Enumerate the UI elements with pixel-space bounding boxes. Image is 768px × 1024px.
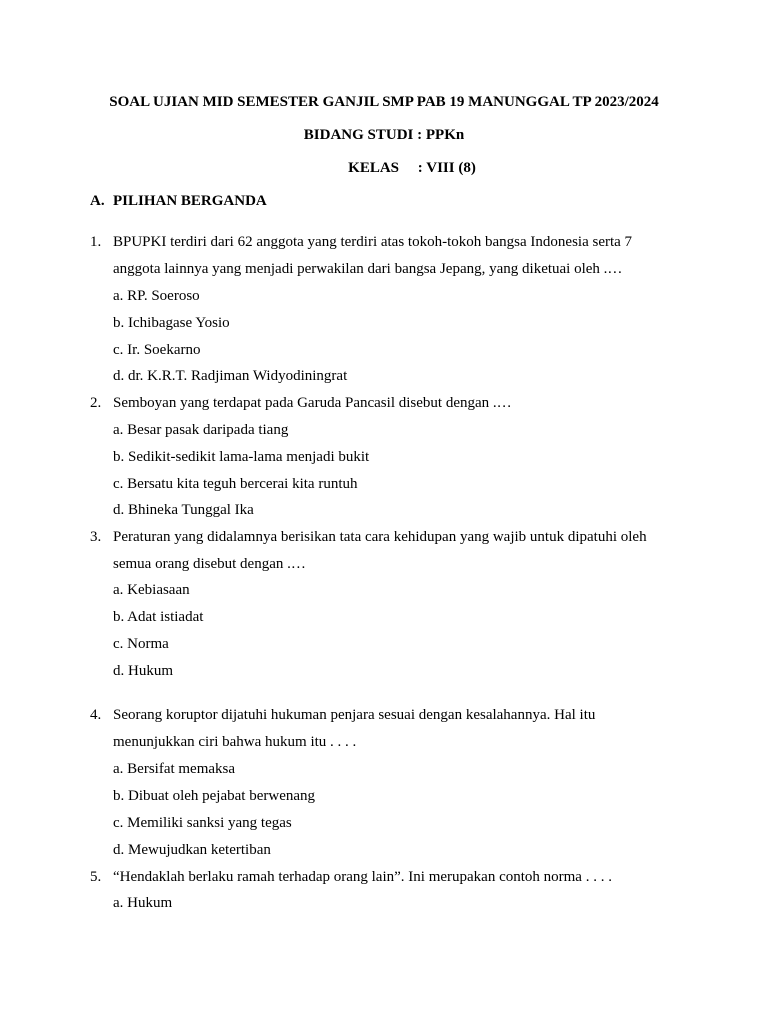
section-title: PILIHAN BERGANDA (113, 193, 267, 209)
question-text: Semboyan yang terdapat pada Garuda Pancasil disebut dengan .… (113, 395, 512, 411)
answer-option: a. Besar pasak daripada tiang (113, 422, 289, 438)
answer-option: c. Memiliki sanksi yang tegas (113, 815, 292, 831)
question-number: 2. (90, 395, 102, 411)
answer-option: d. Hukum (113, 663, 173, 679)
answer-option: d. dr. K.R.T. Radjiman Widyodiningrat (113, 368, 348, 384)
question-text: “Hendaklah berlaku ramah terhadap orang lain”. Ini merupakan contoh norma . . . . (113, 869, 612, 885)
answer-option: a. Kebiasaan (113, 582, 190, 598)
subject-line: BIDANG STUDI : PPKn (303, 127, 465, 143)
answer-option: a. Hukum (113, 895, 173, 911)
question-number: 1. (90, 234, 102, 250)
question-text: menunjukkan ciri bahwa hukum itu . . . . (113, 734, 357, 750)
exam-title: SOAL UJIAN MID SEMESTER GANJIL SMP PAB 19 MANUNGGAL TP 2023/2024 (109, 94, 659, 110)
answer-option: a. RP. Soeroso (113, 288, 200, 304)
question-number: 3. (90, 529, 102, 545)
answer-option: d. Mewujudkan ketertiban (113, 842, 271, 858)
answer-option: a. Bersifat memaksa (113, 761, 236, 777)
question-text: Seorang koruptor dijatuhi hukuman penjara sesuai dengan kesalahannya. Hal itu (113, 707, 596, 723)
question-text: Peraturan yang didalamnya berisikan tata cara kehidupan yang wajib untuk dipatuhi oleh (113, 529, 647, 545)
answer-option: b. Adat istiadat (113, 609, 204, 625)
answer-option: c. Norma (113, 636, 169, 652)
answer-option: c. Ir. Soekarno (113, 342, 201, 358)
answer-option: b. Ichibagase Yosio (113, 315, 230, 331)
class-line: KELAS : VIII (8) (348, 160, 476, 176)
question-number: 4. (90, 707, 102, 723)
question-text: semua orang disebut dengan .… (113, 556, 306, 572)
question-number: 5. (90, 869, 102, 885)
answer-option: b. Sedikit-sedikit lama-lama menjadi bukit (113, 449, 370, 465)
answer-option: c. Bersatu kita teguh bercerai kita runtuh (113, 476, 358, 492)
question-text: BPUPKI terdiri dari 62 anggota yang terdiri atas tokoh-tokoh bangsa Indonesia serta 7 (113, 234, 633, 250)
question-text: anggota lainnya yang menjadi perwakilan dari bangsa Jepang, yang diketuai oleh .… (113, 261, 623, 277)
answer-option: d. Bhineka Tunggal Ika (113, 502, 254, 518)
section-heading (90, 193, 267, 210)
answer-option: b. Dibuat oleh pejabat berwenang (113, 788, 316, 804)
section-letter: A. (90, 193, 105, 209)
